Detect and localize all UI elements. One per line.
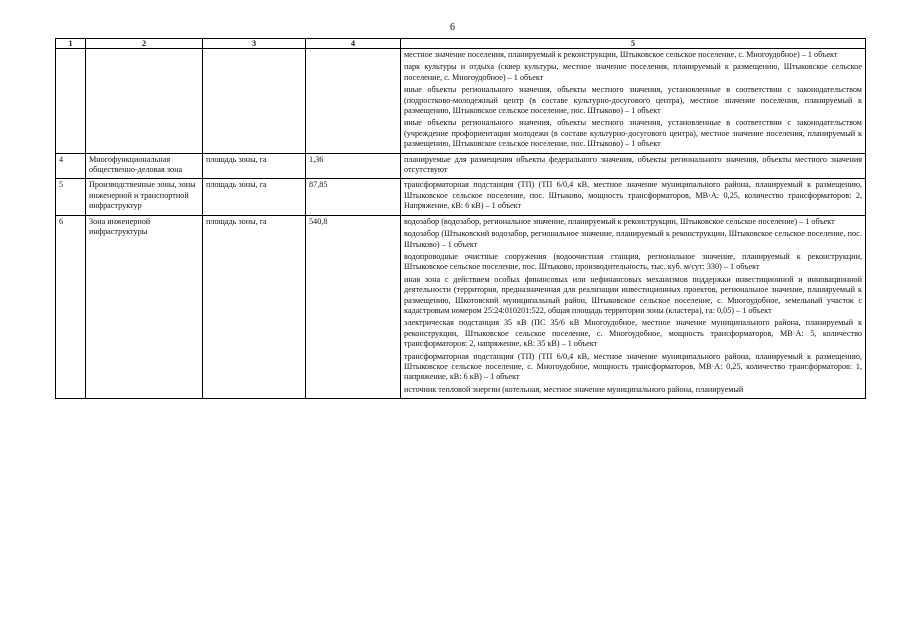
row-number: 4 [56,153,86,179]
zone-name: Зона инженерной инфраструктуры [86,215,203,398]
row-number: 5 [56,179,86,215]
column-header: 1 [56,39,86,49]
table-row [56,153,866,179]
object-entry: иные объекты регионального значения, объекты местного значения, установленные в соответствии с законодательством (подростково-молодежный центр (в составе культурно-досугового центра), местное значение поселения, планируемый к размещению, Штыковское сельское поселение, пос. Штыково) – 1 объект [404,85,862,116]
object-entry: местное значение поселения, планируемый к реконструкции, Штыковское сельское поселение, с. Многоудобное) – 1 объект [404,50,838,59]
page-number: 6 [450,22,455,33]
column-header: 2 [86,39,203,49]
row-number [56,49,86,154]
row-number: 6 [56,215,86,398]
object-entry: иные объекты регионального значения, объекты местного значения, установленные в соответствии с законодательством (учреждение профориентации молодежи (в составе культурно-досугового центра), местное значение поселения, планируемый к размещению, Штыковское сельское поселение, пос. Штыково) – 1 объект [404,118,862,149]
zone-name: Производственные зоны, зоны инженерной и транспортной инфраструктур [86,179,203,215]
object-entry: электрическая подстанция 35 кВ (ПС 35/6 кВ Многоудобное, местное значение муниципального района, планируемый к реконструкции, Штыковское сельское поселение, с. Многоудобное, мощность трансформаторов, МВ·А: 5, количество трансформаторов: 2, напряжение, кВ: 35 кВ) – 1 объект [404,318,862,349]
parameter-value: 87,85 [306,179,401,215]
parameter: площадь зоны, га [203,179,306,215]
object-entry: иная зона с действием особых финансовых или нефинансовых механизмов поддержки инвестиционной и инновационной деятельности (территория, предназначенная для реализации инвестиционных проектов, региональное значение, планируемый к размещению, Шкотовский муниципальный район, Штыковское сельское поселение, с. Многоудобное, земельный участок с кадастровым номером 25:24:010201:522, общая площадь территории зоны (кластера), га: 0,05) – 1 объект [404,274,862,315]
object-entry: водозабор (Штыковский водозабор, региональное значение, планируемый к реконструкции, Штыковское сельское поселение, пос. Штыково) – 1 объект [404,229,862,249]
objects-cell [401,215,866,398]
zone-name: Многофункциональная общественно-деловая зона [86,153,203,179]
objects-cell [401,153,866,179]
parameter: площадь зоны, га [203,153,306,179]
column-header: 5 [401,39,866,49]
objects-cell [401,49,866,154]
object-entry: трансформаторная подстанция (ТП) (ТП 6/0,4 кВ, местное значение муниципального района, планируемый к размещению, Штыковское сельское поселение, пос. Штыково, мощность трансформаторов, МВ·А: 0,25, количество трансформаторов: 2, Напряжение, кВ: 6 кВ) – 1 объект [404,180,862,211]
table-row [56,215,866,398]
object-entry: источник тепловой энергии (котельная, местное значение муниципального района, планируемый [404,384,744,394]
zone-name [86,49,203,154]
parameter-value [306,49,401,154]
table-row [56,179,866,215]
column-header: 3 [203,39,306,49]
table-row [56,49,866,154]
objects-cell [401,179,866,215]
object-entry: планируемые для размещения объекты федерального значения, объекты регионального значения, объекты местного значения отсутствуют [404,154,862,175]
object-entry: парк культуры и отдыха (сквер культуры, местное значение поселения, планируемый к размещению, Штыковское сельское поселение, с. Многоудобное) – 1 объект [404,62,862,82]
object-entry: трансформаторная подстанция (ТП) (ТП 6/0,4 кВ, местное значение муниципального района, планируемый к размещению, Штыковское сельское поселение, с. Многоудобное, мощность трансформаторов, МВ·А: 0,25, количество трансформаторов: 1, напряжение, кВ: 6 кВ) – 1 объект [404,351,862,382]
parameter: площадь зоны, га [203,215,306,398]
object-entry: водопроводные очистные сооружения (водоочистная станция, региональное значение, планируемый к реконструкции, Штыковское сельское поселение, пос. Штыково, производительность, тыс. куб. м/сут: 330) – 1 объект [404,251,862,272]
parameter-value: 1,36 [306,153,401,179]
object-entry: водозабор (водозабор, региональное значение, планируемый к реконструкции, Штыковское сельское поселение) – 1 объект [404,216,835,226]
column-header: 4 [306,39,401,49]
parameter-value: 540,8 [306,215,401,398]
header-row [56,39,866,49]
zones-table [55,38,866,399]
parameter [203,49,306,154]
